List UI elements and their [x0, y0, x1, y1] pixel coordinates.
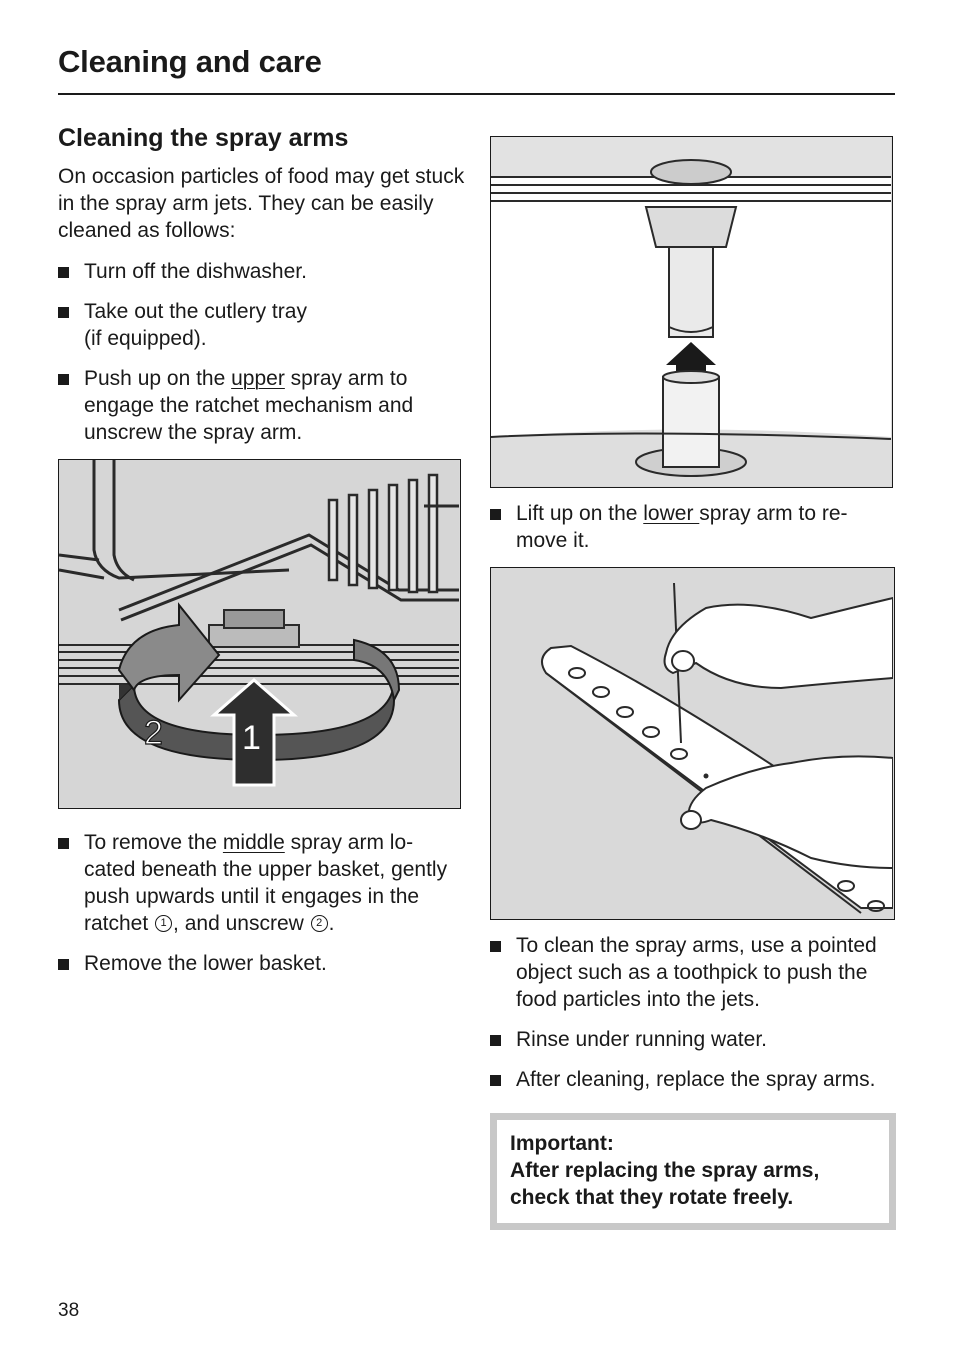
list-item: Lift up on the lower spray arm to re- move it. — [490, 500, 896, 554]
instruction-list-lower-arm — [490, 500, 896, 554]
left-column — [58, 124, 468, 990]
circled-number-1: 1 — [155, 915, 172, 932]
list-item: After cleaning, replace the spray arms. — [490, 1066, 896, 1093]
list-item: Rinse under running water. — [490, 1026, 896, 1053]
step-2-label: 2 — [144, 714, 163, 752]
right-column — [490, 136, 896, 1230]
page-title: Cleaning and care — [58, 44, 322, 79]
step-1-label: 1 — [242, 719, 261, 757]
figure-toothpick-cleaning — [490, 567, 895, 920]
important-notice-body — [497, 1120, 889, 1223]
circled-number-2: 2 — [311, 915, 328, 932]
upper-spray-arm-illustration — [491, 137, 891, 486]
page-number: 38 — [58, 1300, 80, 1321]
important-notice — [490, 1113, 896, 1230]
list-item: Push up on the upper spray arm to engage the ratchet mechanism and unscrew the spray arm. — [58, 365, 468, 446]
list-item: To remove the middle spray arm lo- cated beneath the upper basket, gently push upwards until it engages in the ratchet 1 , and unscrew 2 . — [58, 829, 468, 937]
figure-upper-spray-arm — [490, 136, 893, 488]
instruction-list-bottom — [58, 829, 468, 977]
list-item: To clean the spray arms, use a pointed object such as a toothpick to push the food particles into the jets. — [490, 932, 896, 1013]
notice-heading: Important: — [510, 1132, 614, 1155]
instruction-list-cleaning — [490, 932, 896, 1093]
emphasis-upper: upper — [231, 367, 285, 390]
middle-spray-arm-illustration — [59, 460, 459, 807]
title-divider — [58, 93, 895, 95]
toothpick-cleaning-illustration — [491, 568, 893, 918]
instruction-list-top — [58, 258, 468, 446]
notice-text: After replacing the spray arms, check that they rotate freely. — [510, 1159, 820, 1209]
list-item: Turn off the dishwasher. — [58, 258, 468, 285]
list-item: Remove the lower basket. — [58, 950, 468, 977]
list-item: Take out the cutlery tray (if equipped). — [58, 298, 468, 352]
figure-middle-spray-arm — [58, 459, 461, 809]
intro-paragraph: On occasion particles of food may get stuck in the spray arm jets. They can be easily cleaned as follows: — [58, 165, 465, 242]
emphasis-middle: middle — [222, 831, 285, 854]
emphasis-lower: lower — [643, 502, 700, 525]
section-title: Cleaning the spray arms — [58, 124, 349, 152]
